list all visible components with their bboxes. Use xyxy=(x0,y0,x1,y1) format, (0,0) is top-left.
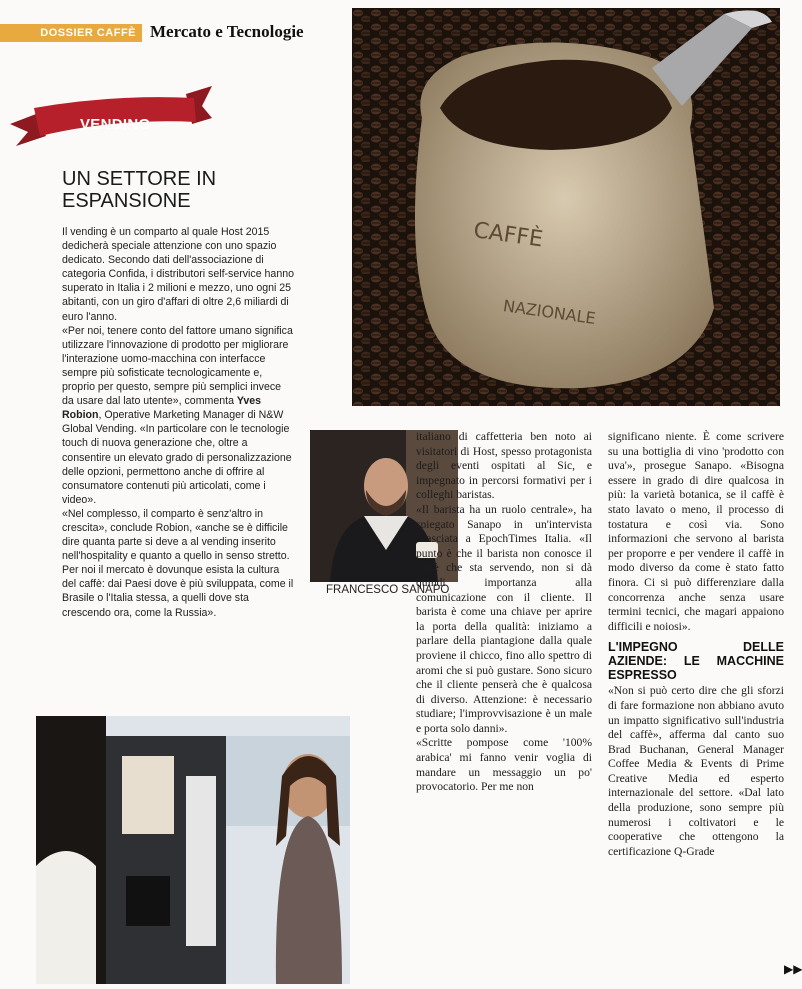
article-column-3 xyxy=(416,430,592,795)
paragraph: «Il barista ha un ruolo centrale», ha spiegato Sanapo in un'intervista rilasciata a EpochTimes Italia. «Il punto è che il barista non conosce il caffè che sta servendo, non si dà quindi importanza alla comunicazione con il cliente. Il barista è come una chiave per aprire la porta della qualità: iniziamo a parlare della piantagione dalla quale proviene il chicco, fino allo spettro di aromi che si può gustare. Sono sicuro che il cliente penserà che è qualcosa di diverso. Attenzione: è necessario studiare; l'improvvisazione è un male e porta solo danni». xyxy=(416,502,592,735)
article-column-4 xyxy=(608,430,784,859)
person-name: Yves Robion xyxy=(62,395,262,422)
svg-text:CAFFÈ: CAFFÈ xyxy=(471,218,545,253)
paragraph: «Scritte pompose come '100% arabica' mi fanno venir voglia di mandare un messaggio un po' provocatorio. Per me non xyxy=(416,736,592,794)
paragraph: italiano di caffetteria ben noto ai visitatori di Host, spesso protagonista degli eventi ospitati al Sic, e impegnato in percorsi formativi per i colleghi baristas. xyxy=(416,430,592,502)
paragraph: «Nel complesso, il comparto è senz'altro in crescita», conclude Robion, «anche se è difficile dire quanta parte si deve a al vending inserito nell'hospitality e quanto a quello in senso stretto. Per noi il mercato è dovunque esista la cultura del caffè: dai Paesi dove è più sviluppata, come il Brasile o l'Italia stessa, a quelli dove sta crescendo ora, come la Russia». xyxy=(62,507,294,619)
double-arrow-right-icon: ▶▶ xyxy=(784,962,802,976)
section-tag: DOSSIER CAFFÈ xyxy=(0,24,142,42)
svg-text:NAZIONALE: NAZIONALE xyxy=(501,296,597,328)
paragraph: Il vending è un comparto al quale Host 2015 dedicherà speciale attenzione con uno spazio dedicato. Secondo dati dell'associazione di categoria Confida, i distributori self-service hanno superato in Italia i 2 milioni e mezzo, uno ogni 25 abitanti, con un giro d'affari di oltre 2,6 miliardi di euro l'anno. xyxy=(62,226,295,323)
photo-caption: FRANCESCO SANAPO xyxy=(326,584,450,596)
article-column-1 xyxy=(62,225,294,620)
section-title: Mercato e Tecnologie xyxy=(150,22,304,41)
vending-machine-photo xyxy=(36,716,350,984)
article-headline: UN SETTORE IN ESPANSIONE xyxy=(62,168,217,212)
ribbon-label: VENDING xyxy=(80,116,151,133)
coffee-sack-photo xyxy=(352,8,780,406)
paragraph: «Per noi, tenere conto del fattore umano significa utilizzare l'innovazione di prodotto per migliorare l'interazione uomo-macchina con interfacce sempre più sofisticate tecnologicamente e, proprio per questo, sempre più semplici invece da usare dal lato utente», commenta Yves Robion, Operative Marketing Manager di N&W Global Vending. «In particolare con le tecnologie touch di nuova generazione che, oltre a consentire un elevato grado di personalizzazione delle opzioni, permettono anche di offrire al consumatore contenuti più articolati, come i video». xyxy=(62,324,293,506)
paragraph: significano niente. È come scrivere su una bottiglia di vino 'prodotto con uva'», prosegue Sanapo. «Bisogna essere in grado di dire qualcosa in più: la varietà botanica, se il caffè è stato lavato o meno, il processo di tostatura e così via. Sono informazioni che servono al barista per proporre e per vendere il caffè in modo diverso da come è stato fatto finora. Ci si può differenziare dalla concorrenza anche senza usare termini tecnici, che magari appaiono difficili e noiosi». xyxy=(608,430,784,633)
subheading: L'IMPEGNO DELLE AZIENDE: LE MACCHINE ESPRESSO xyxy=(608,640,784,683)
paragraph: «Non si può certo dire che gli sforzi di fare formazione non abbiano avuto un impatto significativo sull'industria del caffè», afferma dal canto suo Brad Buchanan, General Manager Coffee Media & Events di Prime Creative Media ed esperto internazionale del settore. «Dal lato della produzione, sono sempre più numerosi i coltivatori e le cooperative che ottengono la certificazione Q-Grade xyxy=(608,684,784,858)
